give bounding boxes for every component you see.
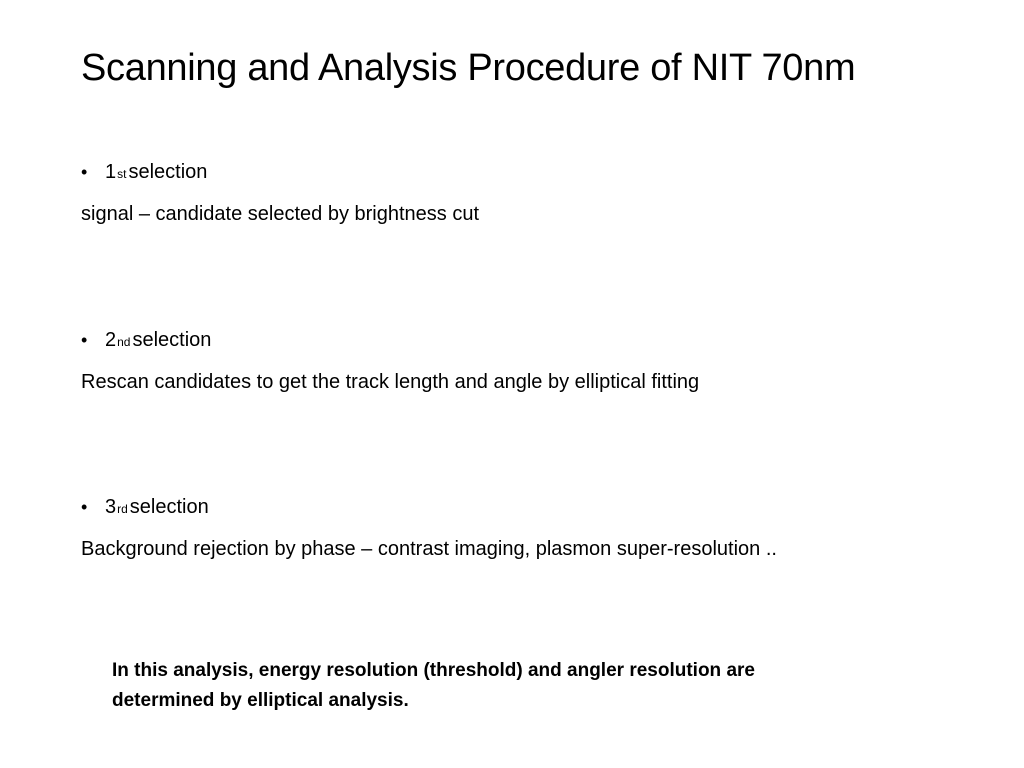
bullet-icon: • xyxy=(81,497,88,517)
conclusion-note xyxy=(112,656,912,717)
conclusion-note-line-2: determined by elliptical analysis. xyxy=(112,690,409,712)
slide-title: Scanning and Analysis Procedure of NIT 70nm xyxy=(81,47,856,89)
selection-3-description: Background rejection by phase – contrast imaging, plasmon super-resolution .. xyxy=(81,538,777,560)
selection-1-label: selection xyxy=(128,161,208,183)
selection-2-heading: • 2 nd selection xyxy=(81,329,212,351)
selection-2-description: Rescan candidates to get the track length and angle by elliptical fitting xyxy=(81,371,700,393)
selection-1 xyxy=(81,160,479,226)
bullet-icon: • xyxy=(81,330,88,350)
selection-1-heading: • 1 st selection xyxy=(81,161,208,183)
selection-1-description: signal – candidate selected by brightness cut xyxy=(81,203,480,225)
selection-1-number: 1 xyxy=(105,161,117,183)
selection-2 xyxy=(81,328,699,394)
selection-3-number: 3 xyxy=(105,496,117,518)
selection-3 xyxy=(81,495,777,561)
selection-2-label: selection xyxy=(132,329,212,351)
bullet-icon: • xyxy=(81,162,88,182)
conclusion-note-line-1: In this analysis, energy resolution (threshold) and angler resolution are xyxy=(112,660,755,681)
selection-2-number: 2 xyxy=(105,329,117,351)
selection-3-label: selection xyxy=(129,496,209,518)
selection-3-heading: • 3 rd selection xyxy=(81,496,209,518)
